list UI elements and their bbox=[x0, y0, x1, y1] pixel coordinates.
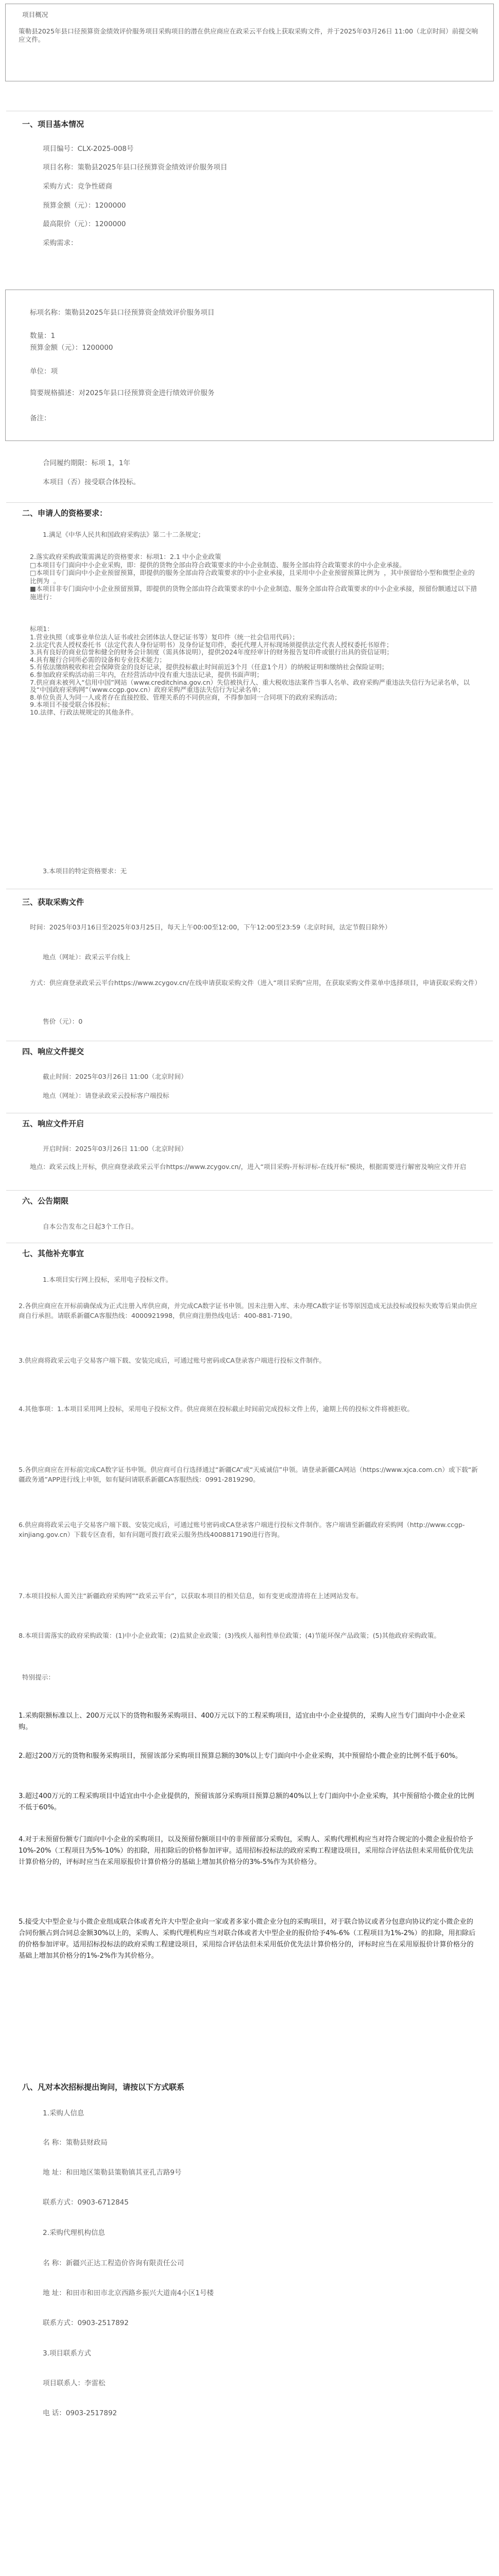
section-2-title: 二、申请人的资格要求： bbox=[22, 509, 108, 518]
opening-time: 开启时间：2025年03月26日 11:00（北京时间） bbox=[43, 1145, 187, 1153]
project-number: 项目编号：CLX-2025-008号 bbox=[43, 145, 134, 153]
special-notice-5: 5.接受大中型企业与小微企业组成联合体或者允许大中型企业向一家或者多家小微企业分包的采购项目，对于联合协议或者分包意向协议约定小微企业的合同份额占到合同总金额30%以上的，采购人、采购代理机构应当对联合体或者大中型企业的报价给予4%-6%（工程项目为1%-2%）的扣除，用扣除后的价格参加评审。适用招标投标法的政府采购工程建设项目，采用综合评估法但未采用低价优先法计算价格分的，评标时应当在采用原报价计算价格分的基础上增加其价格分的1%-2%作为其价格分。 bbox=[19, 1918, 476, 1960]
section-8-title: 八、凡对本次招标提出询问，请按以下方式联系 bbox=[22, 2082, 185, 2092]
buyer-address: 地 址：和田地区策勒县策勒镇其亚孔吉路9号 bbox=[43, 2168, 182, 2177]
obtain-place: 地点（网址）：政采云平台线上 bbox=[43, 953, 131, 961]
qualification-list: 1.营业执照（或事业单位法人证书或社会团体法人登记证书等）复印件（统一社会信用代码）； 2.法定代表人授权委托书（法定代表人身份证明书）及身份证复印件，委托代理人开标现场须提供法定代表人授权委托书原件； 3.具有良好的商业信誉和健全的财务会计制度（需具体说明），提供2024年度经审计的财务报告复印件或银行出具的资信证明； 4.具有履行合同所必需的设备和专业技术能力； 5.有依法缴纳税收和社会保障资金的良好记录，提供投标截止时间前近3个月（任意1个月）的纳税证明和缴纳社会保险证明； 6.参加政府采购活动前三年内，在经营活动中没有重大违法记录，提供书面声明； 7.供应商未被列入“信用中国”网站（www.creditchina.gov.cn）失信被执行人、重大税收违法案件当事人名单、政府采购严重违法失信行为记录名单，以及“中国政府采购网”（www.ccgp.gov.cn）政府采购严重违法失信行为记录名单； 8.单位负责人为同一人或者存在直接控股、管理关系的不同供应商，不得参加同一合同项下的政府采购活动； 9.本项目不接受联合体投标； 10.法律、行政法规规定的其他条件。 bbox=[30, 633, 470, 716]
project-contact-person: 项目联系人：李雷松 bbox=[43, 2379, 106, 2387]
supplement-1: 1.本项目实行网上投标，采用电子投标文件。 bbox=[43, 1276, 173, 1283]
project-name: 项目名称：策勒县2025年县口径预算资金绩效评价服务项目 bbox=[43, 163, 228, 172]
supplement-5: 5.各供应商应在开标前完成CA数字证书申领。供应商可自行选择通过“新疆CA”或“天威诚信”申领。请登录新疆CA网站（https://www.xjca.com.cn）或下载“新疆政务通”APP进行线上申领，如有疑问请联系新疆CA客服热线：0991-2819290。 bbox=[19, 1466, 478, 1484]
special-notice-3: 3.超过400万元的工程采购项目中适宜由中小企业提供的，预留该部分采购项目预算总额的40%以上专门面向中小企业采购，其中预留给小微企业的比例不低于60%。 bbox=[19, 1792, 474, 1811]
section-1-title: 一、项目基本情况 bbox=[22, 120, 84, 129]
procurement-method: 采购方式：竞争性磋商 bbox=[43, 182, 112, 191]
supplement-6: 6.供应商将政采云电子交易客户端下载、安装完成后，可通过账号密码或CA登录客户端进行投标文件制作。客户端请至新疆政府采购网（http://www.ccgp-xinjiang.gov.cn）下载专区查看，如有问题可拨打政采云服务热线4008817190进行咨询。 bbox=[19, 1521, 465, 1539]
section-7-title: 七、其他补充事宜 bbox=[22, 1249, 84, 1258]
buyer-contact: 联系方式：0903-6712845 bbox=[43, 2198, 129, 2207]
obtain-time: 时间：2025年03月16日至2025年03月25日，每天上午00:00至12:00，下午12:00至23:59（北京时间，法定节假日除外） bbox=[30, 923, 391, 931]
lot-name: 标项名称：策勒县2025年县口径预算资金绩效评价服务项目 bbox=[30, 309, 215, 317]
project-contact-phone: 电 话：0903-2517892 bbox=[43, 2409, 117, 2417]
section-4-title: 四、响应文件提交 bbox=[22, 1047, 84, 1056]
lot-1-label: 标项1： bbox=[30, 625, 54, 633]
specific-requirements: 3.本项目的特定资格要求：无 bbox=[43, 867, 127, 875]
section-6-title: 六、公告期限 bbox=[22, 1196, 69, 1206]
obtain-method: 方式：供应商登录政采云平台https://www.zcygov.cn/在线申请获取采购文件（进入“项目采购”应用，在获取采购文件菜单中选择项目，申请获取采购文件） bbox=[30, 979, 481, 987]
procurement-need-label: 采购需求： bbox=[43, 239, 78, 247]
contract-term: 合同履约期限：标项 1，1年 bbox=[43, 459, 130, 467]
agent-name: 名 称：新疆兴正达工程造价咨询有限责任公司 bbox=[43, 2259, 184, 2267]
divider bbox=[6, 502, 493, 503]
agent-heading: 2.采购代理机构信息 bbox=[43, 2229, 105, 2237]
agent-address: 地 址：和田市和田市北京西路乡振兴大道南4小区1号楼 bbox=[43, 2289, 214, 2297]
notice-period: 自本公告发布之日起3个工作日。 bbox=[43, 1223, 138, 1230]
divider bbox=[6, 1190, 493, 1191]
supplement-2: 2.各供应商应在开标前确保成为正式注册入库供应商，并完成CA数字证书申领。因未注册入库、未办理CA数字证书等原因造成无法投标或投标失败等后果由供应商自行承担。请联系新疆CA客服热线：4000921998，供应商注册热线电话：400-881-7190。 bbox=[19, 1302, 477, 1320]
supplement-4: 4.其他事项：1.本项目采用网上投标，采用电子投标文件。供应商须在投标截止时间前完成投标文件上传，逾期上传的投标文件将被拒收。 bbox=[19, 1405, 414, 1413]
special-notice-1: 1.采购限额标准以上、200万元以下的货物和服务采购项目、400万元以下的工程采购项目，适宜由中小企业提供的，采购人应当专门面向中小企业采购。 bbox=[19, 1712, 466, 1731]
lot-remark: 备注： bbox=[30, 414, 51, 422]
submission-deadline: 截止时间：2025年03月26日 11:00（北京时间） bbox=[43, 1073, 187, 1080]
special-notice-4: 4.对于未预留份额专门面向中小企业的采购项目，以及预留份额项目中的非预留部分采购包，采购人、采购代理机构应当对符合规定的小微企业报价给予10%-20%（工程项目为5%-10%）的扣除，用扣除后的价格参加评审。适用招标投标法的政府采购工程建设项目，采用综合评估法但未采用低价优先法计算价格分的，评标时应当在采用原报价计算价格分的基础上增加其价格分的3%-5%作为其价格分。 bbox=[19, 1836, 474, 1866]
overview-text: 策勒县2025年县口径预算资金绩效评价服务项目采购项目的潜在供应商应在政采云平台线上获取采购文件，并于2025年03月26日 11:00（北京时间）前提交响应文件。 bbox=[19, 27, 478, 43]
supplement-7: 7.本项目投标人需关注“新疆政府采购网”“政采云平台”，以获取本项目的相关信息，如有变更或澄清将在上述网站发布。 bbox=[19, 1592, 363, 1600]
overview-title: 项目概况 bbox=[22, 11, 48, 19]
supplement-8: 8.本项目需落实的政府采购政策：(1)中小企业政策；(2)监狱企业政策；(3)残疾人福利性单位政策；(4)节能环保产品政策；(5)其他政府采购政策。 bbox=[19, 1632, 441, 1639]
lot-quantity: 数量：1 bbox=[30, 332, 56, 340]
supplement-3: 3.供应商将政采云电子交易客户端下载、安装完成后，可通过账号密码或CA登录客户端进行投标文件制作。 bbox=[19, 1357, 326, 1364]
section-5-title: 五、响应文件开启 bbox=[22, 1119, 84, 1128]
agent-contact: 联系方式：0903-2517892 bbox=[43, 2319, 129, 2327]
consortium-note: 本项目（否）接受联合体投标。 bbox=[43, 478, 140, 486]
lot-description: 简要规格描述：对2025年县口径预算资金进行绩效评价服务 bbox=[30, 389, 215, 397]
buyer-heading: 1.采购人信息 bbox=[43, 2109, 84, 2117]
project-contact-heading: 3.项目联系方式 bbox=[43, 2349, 91, 2358]
max-price: 最高限价（元）：1200000 bbox=[43, 220, 126, 228]
policy-requirements: 2.落实政府采购政策需满足的资格要求：标项1：2.1 中小企业政策 □本项目专门面向中小企业采购，即：提供的货物全部由符合政策要求的中小企业制造、服务全部由符合政策要求的中小企业承接。 □本项目专门面向中小企业预留预算，即提供的服务全部由符合政策要求的中小企业承接，且采用中小企业预留预算比例为 ，其中预留给小型和微型企业的比例为 。 ■本项目非专门面向中小企业预留预算，即提供的货物全部由符合政策要求的中小企业制造、服务全部由符合政策要求的中小企业承接，预留份额通过以下措施进行： bbox=[30, 553, 477, 601]
qualification-line-1: 1.满足《中华人民共和国政府采购法》第二十二条规定； bbox=[43, 531, 205, 538]
lot-unit: 单位：项 bbox=[30, 367, 58, 376]
section-3-title: 三、获取采购文件 bbox=[22, 897, 84, 907]
lot-budget: 预算金额（元）：1200000 bbox=[30, 344, 113, 352]
document-price: 售价（元）：0 bbox=[43, 1018, 83, 1025]
opening-place: 地点：政采云线上开标，供应商登录政采云平台https://www.zcygov.cn/，进入“项目采购-开标评标-在线开标”模块，根据需要进行解密及响应文件开启 bbox=[30, 1163, 467, 1171]
submission-place: 地点（网址）：请登录政采云投标客户端投标 bbox=[43, 1092, 169, 1099]
special-notice-title: 特别提示： bbox=[22, 1673, 55, 1681]
buyer-name: 名 称：策勒县财政局 bbox=[43, 2139, 108, 2147]
special-notice-2: 2.超过200万元的货物和服务采购项目，预留该部分采购项目预算总额的30%以上专门面向中小企业采购，其中预留给小微企业的比例不低于60%。 bbox=[19, 1752, 462, 1760]
budget-amount: 预算金额（元）：1200000 bbox=[43, 201, 126, 210]
